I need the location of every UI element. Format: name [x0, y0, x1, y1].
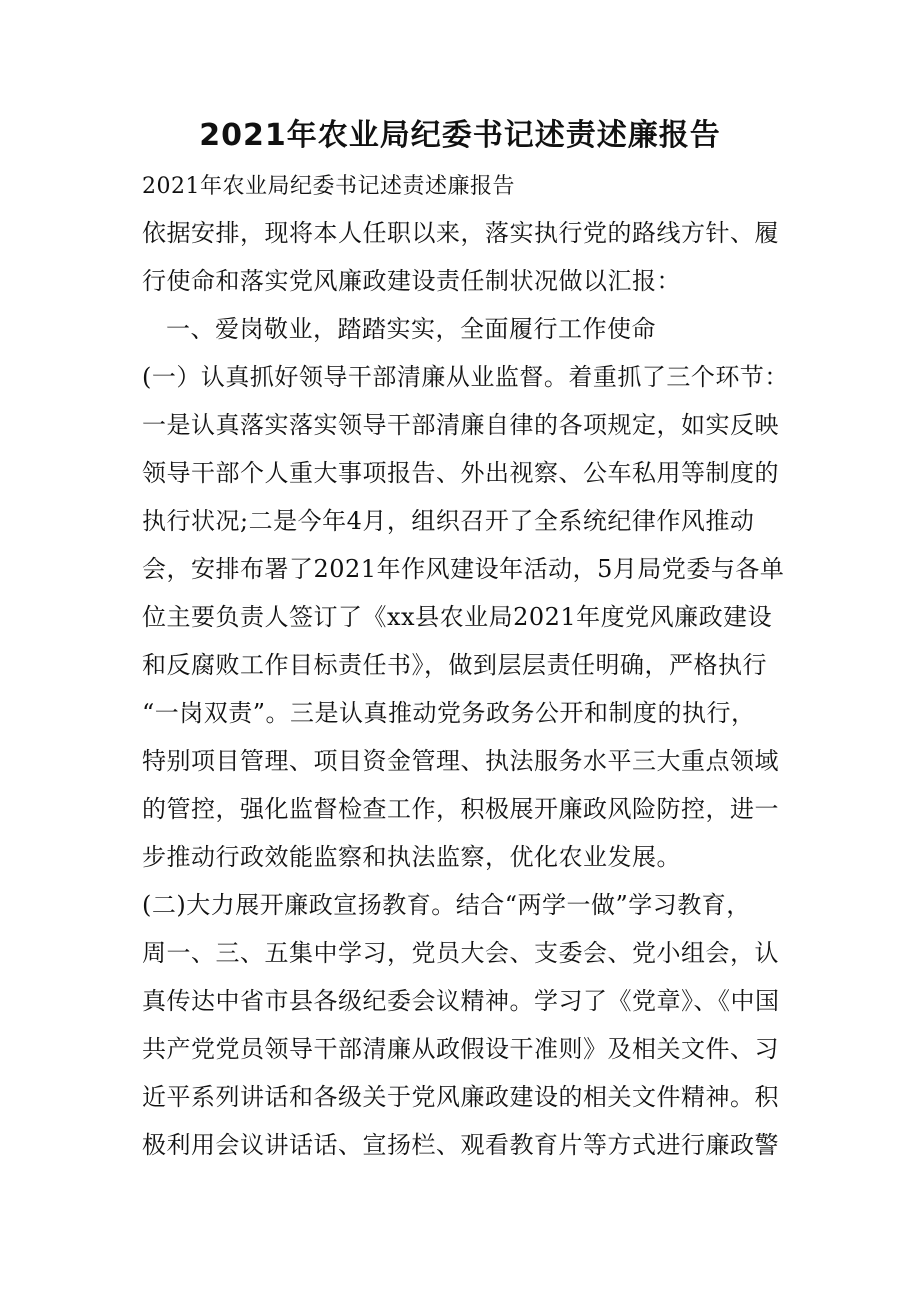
paragraph-line: 行使命和落实党风廉政建设责任制状况做以汇报：: [142, 267, 681, 295]
document-title: 2021年农业局纪委书记述责述廉报告: [199, 118, 721, 153]
paragraph-line: 周一、三、五集中学习，党员大会、支委会、党小组会，认: [142, 939, 779, 967]
paragraph-line: 会，安排布署了2021年作风建设年活动，5月局党委与各单: [142, 555, 785, 583]
paragraph-line: 领导干部个人重大事项报告、外出视察、公车私用等制度的: [142, 459, 779, 487]
paragraph-line: 近平系列讲话和各级关于党风廉政建设的相关文件精神。积: [142, 1083, 779, 1111]
paragraph-line: 和反腐败工作目标责任书》，做到层层责任明确，严格执行: [142, 651, 767, 679]
paragraph-line: 位主要负责人签订了《xx县农业局2021年度党风廉政建设: [142, 603, 773, 631]
document-subtitle: 2021年农业局纪委书记述责述廉报告: [142, 174, 515, 199]
paragraph-line: “一岗双责”。三是认真推动党务政务公开和制度的执行，: [142, 699, 756, 727]
paragraph-line: 特别项目管理、项目资金管理、执法服务水平三大重点领域: [142, 747, 779, 775]
paragraph-line: 真传达中省市县各级纪委会议精神。学习了《党章》、《中国: [142, 987, 780, 1015]
paragraph-line: 执行状况;二是今年4月，组织召开了全系统纪律作风推动: [142, 507, 755, 535]
paragraph-line: 共产党党员领导干部清廉从政假设干准则》及相关文件、习: [142, 1035, 779, 1063]
paragraph-line: (一）认真抓好领导干部清廉从业监督。着重抓了三个环节：: [142, 363, 789, 391]
paragraph-line: 极利用会议讲话话、宣扬栏、观看教育片等方式进行廉政警: [142, 1131, 779, 1159]
paragraph-line: (二)大力展开廉政宣扬教育。结合“两学一做”学习教育，: [142, 891, 751, 919]
paragraph-line: 一是认真落实落实领导干部清廉自律的各项规定，如实反映: [142, 411, 779, 439]
section-heading: 一、爱岗敬业，踏踏实实，全面履行工作使命: [166, 315, 656, 343]
paragraph-line: 步推动行政效能监察和执法监察，优化农业发展。: [142, 843, 681, 871]
paragraph-line: 的管控，强化监督检查工作，积极展开廉政风险防控，进一: [142, 795, 779, 823]
paragraph-line: 依据安排，现将本人任职以来，落实执行党的路线方针、履: [142, 219, 779, 247]
